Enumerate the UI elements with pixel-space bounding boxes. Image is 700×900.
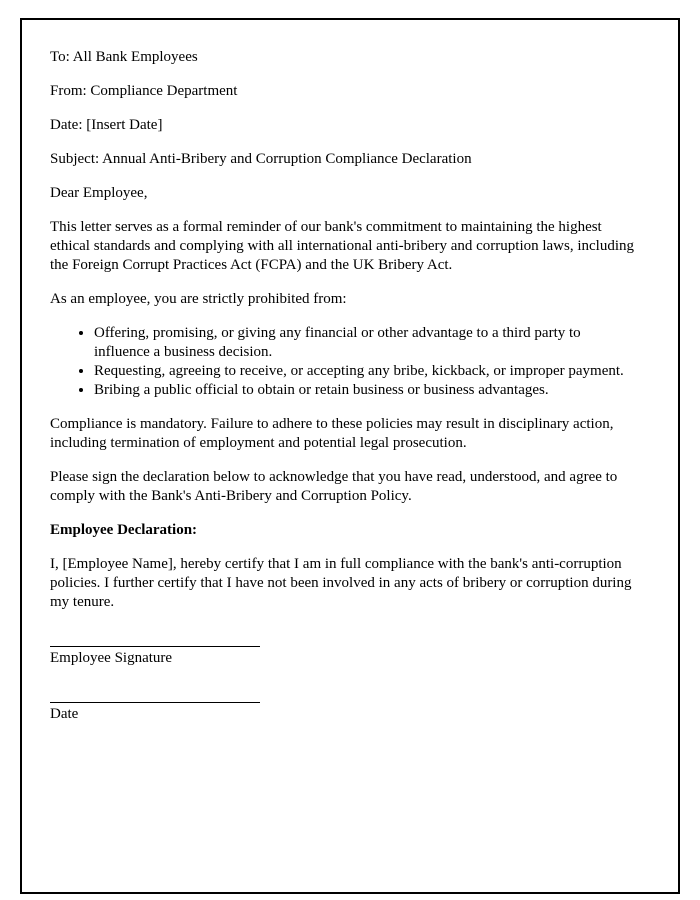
date-line xyxy=(50,702,260,703)
letter-date-line: Date: [Insert Date] xyxy=(50,117,163,133)
prohibited-item: • Requesting, agreeing to receive, or accepting any bribe, kickback, or improper payment. xyxy=(94,362,635,381)
compliance-paragraph: Compliance is mandatory. Failure to adhere to these policies may result in disciplinary action, including termination of employment and potential legal prosecution. xyxy=(50,416,614,451)
letter-to-line: To: All Bank Employees xyxy=(50,49,198,65)
signature-line xyxy=(50,646,260,647)
letter-from-line: From: Compliance Department xyxy=(50,83,238,99)
letter-salutation: Dear Employee, xyxy=(50,185,148,201)
signature-block xyxy=(50,646,648,668)
prohibited-list xyxy=(50,324,635,400)
prohibited-item: • Bribing a public official to obtain or retain business or business advantages. xyxy=(94,381,635,400)
date-label: Date xyxy=(50,706,79,722)
sign-request-paragraph: Please sign the declaration below to acknowledge that you have read, understood, and agree to comply with the Bank's Anti-Bribery and Corruption Policy. xyxy=(50,469,618,504)
prohibited-item: • Offering, promising, or giving any financial or other advantage to a third party to influence a business decision. xyxy=(94,324,635,362)
declaration-heading: Employee Declaration: xyxy=(50,522,198,538)
letter-subject-line: Subject: Annual Anti-Bribery and Corruption Compliance Declaration xyxy=(50,151,472,167)
letter-document xyxy=(20,18,680,894)
date-block xyxy=(50,702,648,724)
declaration-paragraph: I, [Employee Name], hereby certify that I am in full compliance with the bank's anti-corruption policies. I further certify that I have not been involved in any acts of bribery or corruption during my tenure. xyxy=(50,556,632,610)
letter-intro-paragraph: This letter serves as a formal reminder of our bank's commitment to maintaining the highest ethical standards and complying with all international anti-bribery and corruption laws, including the Foreign Corrupt Practices Act (FCPA) and the UK Bribery Act. xyxy=(50,219,635,273)
prohibited-intro: As an employee, you are strictly prohibited from: xyxy=(50,291,347,307)
signature-label: Employee Signature xyxy=(50,650,173,666)
